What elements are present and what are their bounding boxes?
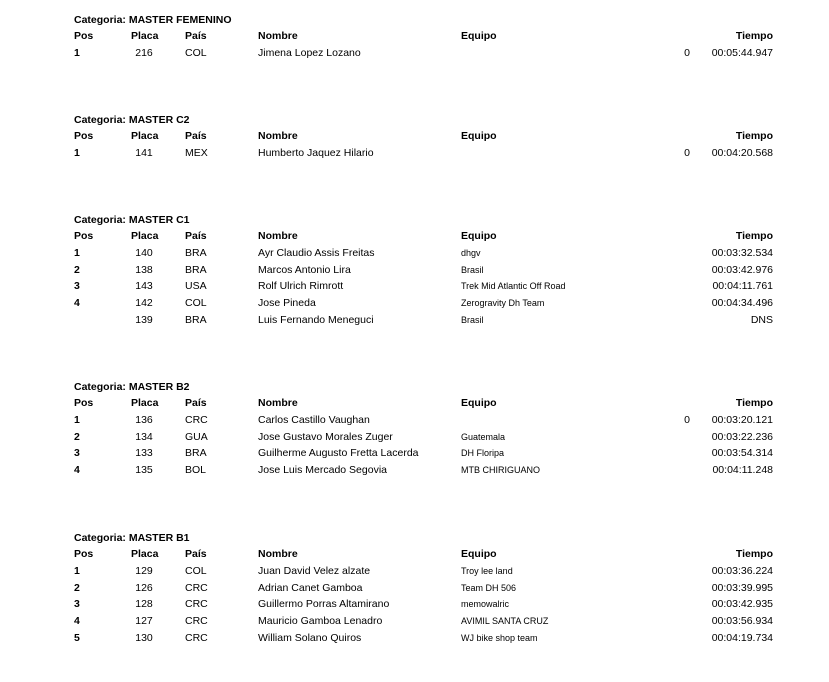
category-title: Categoria: MASTER B2 — [74, 381, 190, 393]
header-nombre: Nombre — [258, 397, 298, 409]
cell-placa: 139 — [135, 313, 153, 326]
cell-placa: 127 — [135, 615, 153, 628]
cell-pais: COL — [185, 297, 207, 310]
cell-equipo: WJ bike shop team — [461, 632, 538, 643]
cell-tiempo: 00:03:36.224 — [711, 565, 773, 577]
header-pais: País — [185, 30, 207, 42]
column-header-row — [0, 130, 829, 146]
cell-pos: 3 — [74, 280, 80, 293]
cell-tiempo: DNS — [750, 313, 773, 326]
cell-equipo: Brasil — [461, 264, 484, 275]
cell-nombre: Jose Gustavo Morales Zuger — [258, 430, 393, 443]
header-tiempo: Tiempo — [735, 230, 773, 242]
cell-pos: 1 — [74, 47, 80, 59]
cell-pais: MEX — [185, 147, 208, 159]
cell-equipo: memowalric — [461, 599, 510, 610]
cell-placa: 143 — [135, 280, 153, 293]
header-equipo: Equipo — [461, 30, 497, 42]
cell-equipo: Team DH 506 — [461, 582, 517, 593]
cell-placa: 141 — [135, 147, 153, 159]
cell-placa: 133 — [135, 447, 153, 460]
cell-pos: 2 — [74, 430, 80, 443]
cell-tiempo: 00:04:19.734 — [711, 631, 773, 644]
cell-placa: 126 — [135, 581, 153, 594]
header-pos: Pos — [74, 548, 94, 560]
cell-nombre: Guillermo Porras Altamirano — [258, 598, 390, 611]
cell-placa: 142 — [135, 297, 153, 310]
column-header-row — [0, 230, 829, 246]
cell-placa: 138 — [135, 263, 153, 276]
cell-tiempo: 00:04:34.496 — [711, 297, 773, 310]
result-row — [0, 297, 829, 313]
header-pais: País — [185, 548, 207, 560]
cell-pais: COL — [185, 565, 207, 577]
cell-equipo: AVIMIL SANTA CRUZ — [461, 616, 549, 627]
cell-equipo: Guatemala — [461, 431, 506, 442]
cell-pos: 1 — [74, 414, 80, 426]
cell-placa: 216 — [135, 47, 153, 59]
cell-equipo: MTB CHIRIGUANO — [461, 465, 541, 476]
cell-tiempo: 00:03:42.976 — [711, 263, 773, 276]
column-header-row — [0, 397, 829, 413]
header-equipo: Equipo — [461, 548, 497, 560]
header-equipo: Equipo — [461, 130, 497, 142]
cell-equipo: DH Floripa — [461, 448, 505, 459]
header-tiempo: Tiempo — [735, 548, 773, 560]
cell-equipo: Troy lee land — [461, 566, 513, 576]
cell-equipo: Trek Mid Atlantic Off Road — [461, 281, 566, 292]
column-header-row — [0, 30, 829, 46]
result-row — [0, 615, 829, 631]
cell-pos: 1 — [74, 247, 80, 259]
cell-nombre: Jimena Lopez Lozano — [258, 47, 361, 59]
result-row — [0, 582, 829, 598]
cell-pos: 2 — [74, 581, 80, 594]
cell-pos: 4 — [74, 464, 80, 477]
cell-tiempo: 00:03:42.935 — [711, 598, 773, 611]
cell-pos: 4 — [74, 615, 80, 628]
cell-equipo: dhgv — [461, 248, 481, 258]
category-title: Categoria: MASTER C1 — [74, 214, 190, 226]
header-nombre: Nombre — [258, 230, 298, 242]
cell-placa: 135 — [135, 464, 153, 477]
cell-tiempo: 00:03:56.934 — [711, 615, 773, 628]
header-nombre: Nombre — [258, 130, 298, 142]
cell-equipo: Brasil — [461, 314, 484, 325]
cell-nombre: Marcos Antonio Lira — [258, 263, 351, 276]
result-row — [0, 280, 829, 296]
cell-pos: 3 — [74, 447, 80, 460]
cell-zero: 0 — [684, 147, 690, 159]
cell-nombre: Carlos Castillo Vaughan — [258, 414, 370, 426]
header-tiempo: Tiempo — [735, 30, 773, 42]
cell-pais: BRA — [185, 313, 207, 326]
header-placa: Placa — [131, 397, 159, 409]
cell-placa: 128 — [135, 598, 153, 611]
cell-pais: COL — [185, 47, 207, 59]
header-pos: Pos — [74, 397, 94, 409]
result-row — [0, 147, 829, 163]
result-row — [0, 47, 829, 63]
cell-tiempo: 00:03:22.236 — [711, 430, 773, 443]
cell-tiempo: 00:03:20.121 — [711, 414, 773, 426]
header-tiempo: Tiempo — [735, 397, 773, 409]
result-row — [0, 264, 829, 280]
cell-pais: BOL — [185, 464, 207, 477]
cell-tiempo: 00:04:20.568 — [711, 147, 773, 159]
cell-placa: 140 — [135, 247, 153, 259]
result-row — [0, 314, 829, 330]
header-pais: País — [185, 130, 207, 142]
header-equipo: Equipo — [461, 397, 497, 409]
cell-placa: 129 — [135, 565, 153, 577]
cell-pos: 1 — [74, 565, 80, 577]
header-placa: Placa — [131, 130, 159, 142]
result-row — [0, 247, 829, 263]
header-pais: País — [185, 230, 207, 242]
cell-nombre: Guilherme Augusto Fretta Lacerda — [258, 447, 419, 460]
cell-pais: BRA — [185, 447, 207, 460]
cell-tiempo: 00:04:11.248 — [712, 464, 773, 477]
cell-nombre: Adrian Canet Gamboa — [258, 581, 363, 594]
cell-nombre: Mauricio Gamboa Lenadro — [258, 615, 383, 628]
column-header-row — [0, 548, 829, 564]
header-pos: Pos — [74, 130, 94, 142]
cell-nombre: Jose Pineda — [258, 297, 316, 310]
result-row — [0, 565, 829, 581]
cell-pos: 4 — [74, 297, 80, 310]
cell-nombre: William Solano Quiros — [258, 631, 362, 644]
cell-pais: CRC — [185, 631, 208, 644]
cell-nombre: Juan David Velez alzate — [258, 565, 371, 577]
category-title: Categoria: MASTER C2 — [74, 114, 190, 126]
cell-equipo: Zerogravity Dh Team — [461, 298, 545, 309]
header-pais: País — [185, 397, 207, 409]
cell-nombre: Jose Luis Mercado Segovia — [258, 464, 387, 477]
result-row — [0, 431, 829, 447]
cell-pais: USA — [185, 280, 207, 293]
cell-pais: CRC — [185, 615, 208, 628]
cell-pos: 2 — [74, 263, 80, 276]
cell-zero: 0 — [684, 414, 690, 426]
cell-pais: BRA — [185, 247, 207, 259]
cell-pais: BRA — [185, 263, 207, 276]
cell-nombre: Humberto Jaquez Hilario — [258, 147, 374, 159]
category-title: Categoria: MASTER FEMENINO — [74, 14, 232, 26]
cell-tiempo: 00:05:44.947 — [711, 47, 773, 59]
result-row — [0, 632, 829, 648]
cell-placa: 134 — [135, 430, 153, 443]
cell-tiempo: 00:03:32.534 — [711, 247, 773, 259]
cell-pais: CRC — [185, 598, 208, 611]
result-row — [0, 598, 829, 614]
result-row — [0, 464, 829, 480]
cell-pos: 5 — [74, 631, 80, 644]
header-pos: Pos — [74, 230, 94, 242]
cell-zero: 0 — [684, 47, 690, 59]
cell-pos: 1 — [74, 147, 80, 159]
header-nombre: Nombre — [258, 30, 298, 42]
cell-nombre: Ayr Claudio Assis Freitas — [258, 247, 375, 259]
header-nombre: Nombre — [258, 548, 298, 560]
header-placa: Placa — [131, 30, 159, 42]
cell-tiempo: 00:03:39.995 — [711, 581, 773, 594]
cell-nombre: Luis Fernando Meneguci — [258, 313, 374, 326]
cell-nombre: Rolf Ulrich Rimrott — [258, 280, 344, 293]
cell-placa: 130 — [135, 631, 153, 644]
cell-tiempo: 00:03:54.314 — [711, 447, 773, 460]
header-equipo: Equipo — [461, 230, 497, 242]
cell-pais: CRC — [185, 581, 208, 594]
cell-pais: GUA — [185, 430, 208, 443]
header-placa: Placa — [131, 230, 159, 242]
result-row — [0, 447, 829, 463]
cell-pais: CRC — [185, 414, 208, 426]
header-placa: Placa — [131, 548, 159, 560]
result-row — [0, 414, 829, 430]
cell-placa: 136 — [135, 414, 153, 426]
header-tiempo: Tiempo — [735, 130, 773, 142]
category-title: Categoria: MASTER B1 — [74, 532, 190, 544]
header-pos: Pos — [74, 30, 94, 42]
cell-pos: 3 — [74, 598, 80, 611]
cell-tiempo: 00:04:11.761 — [712, 280, 773, 293]
